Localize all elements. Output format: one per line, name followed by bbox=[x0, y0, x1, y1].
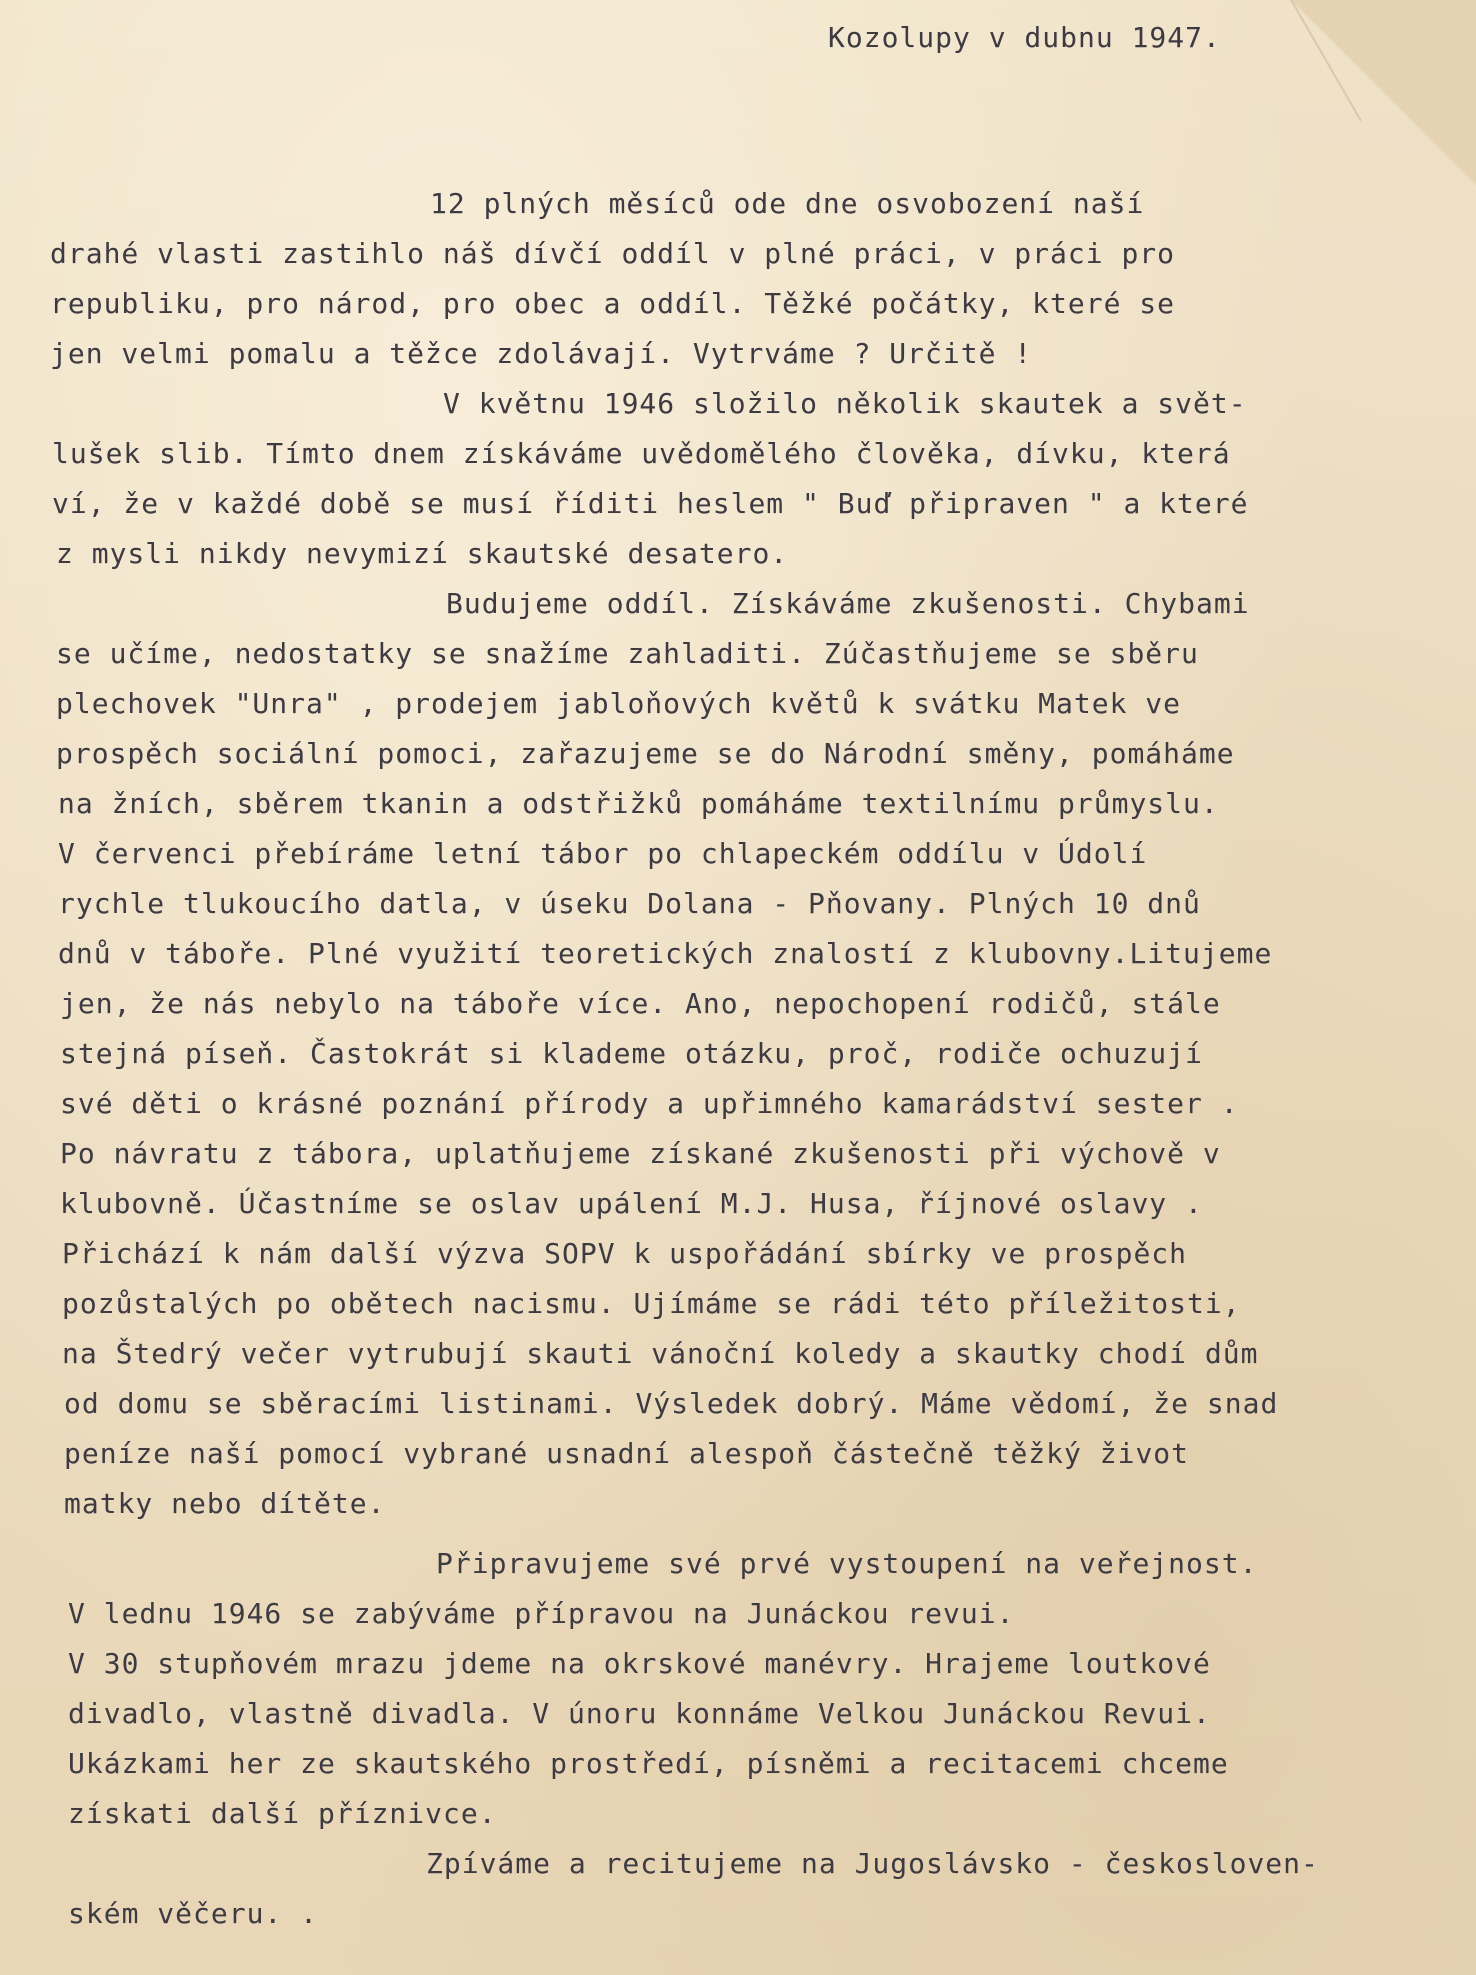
text-line: Budujeme oddíl. Získáváme zkušenosti. Chybami bbox=[446, 587, 1250, 620]
text-line: ví, že v každé době se musí říditi heslem " Buď připraven " a které bbox=[52, 487, 1249, 520]
text-line: na Štedrý večer vytrubují skauti vánoční koledy a skautky chodí dům bbox=[62, 1337, 1259, 1370]
text-line: jen, že nás nebylo na táboře více. Ano, nepochopení rodičů, stále bbox=[60, 987, 1221, 1020]
text-line: rychle tlukoucího datla, v úseku Dolana - Pňovany. Plných 10 dnů bbox=[58, 887, 1201, 920]
text-line: drahé vlasti zastihlo náš dívčí oddíl v plné práci, v práci pro bbox=[50, 237, 1176, 270]
text-line: matky nebo dítěte. bbox=[64, 1487, 386, 1520]
text-line: lušek slib. Tímto dnem získáváme uvědomělého člověka, dívku, která bbox=[52, 437, 1231, 470]
text-line: se učíme, nedostatky se snažíme zahladiti. Zúčastňujeme se sběru bbox=[56, 637, 1199, 670]
text-line: klubovně. Účastníme se oslav upálení M.J. Husa, říjnové oslavy . bbox=[60, 1187, 1203, 1220]
text-line: prospěch sociální pomoci, zařazujeme se do Národní směny, pomáháme bbox=[56, 737, 1235, 770]
text-line: stejná píseň. Častokrát si klademe otázku, proč, rodiče ochuzují bbox=[60, 1037, 1203, 1070]
text-line: 12 plných měsíců ode dne osvobození naší bbox=[430, 187, 1145, 220]
text-line: pozůstalých po obětech nacismu. Ujímáme se rádi této příležitosti, bbox=[62, 1287, 1241, 1320]
text-line: své děti o krásné poznání přírody a upřimného kamarádství sester . bbox=[60, 1087, 1239, 1120]
text-line: republiku, pro národ, pro obec a oddíl. Těžké počátky, které se bbox=[50, 287, 1176, 320]
text-line: na žních, sběrem tkanin a odstřižků pomáháme textilnímu průmyslu. bbox=[58, 787, 1219, 820]
text-line: ském věčeru. . bbox=[68, 1897, 319, 1930]
text-line: peníze naší pomocí vybrané usnadní alespoň částečně těžký život bbox=[64, 1437, 1190, 1470]
text-line: plechovek "Unra" , prodejem jabloňových květů k svátku Matek ve bbox=[56, 687, 1182, 720]
text-line: V červenci přebíráme letní tábor po chlapeckém oddílu v Údolí bbox=[58, 837, 1148, 870]
text-line: divadlo, vlastně divadla. V únoru konnáme Velkou Junáckou Revui. bbox=[68, 1697, 1211, 1730]
text-line: Ukázkami her ze skautského prostředí, písněmi a recitacemi chceme bbox=[68, 1747, 1229, 1780]
text-line: dnů v táboře. Plné využití teoretických znalostí z klubovny.Litujeme bbox=[58, 937, 1273, 970]
text-line: V lednu 1946 se zabýváme přípravou na Junáckou revui. bbox=[68, 1597, 1015, 1630]
text-line: z mysli nikdy nevymizí skautské desatero. bbox=[56, 537, 789, 570]
text-line: V květnu 1946 složilo několik skautek a svět- bbox=[443, 387, 1247, 420]
text-line: od domu se sběracími listinami. Výsledek dobrý. Máme vědomí, že snad bbox=[64, 1387, 1279, 1420]
text-line: Přichází k nám další výzva SOPV k uspořádání sbírky ve prospěch bbox=[62, 1237, 1188, 1270]
text-line: Zpíváme a recitujeme na Jugoslávsko - českosloven- bbox=[426, 1847, 1319, 1880]
text-line: V 30 stupňovém mrazu jdeme na okrskové manévry. Hrajeme loutkové bbox=[68, 1647, 1211, 1680]
text-line: Po návratu z tábora, uplatňujeme získané zkušenosti při výchově v bbox=[60, 1137, 1221, 1170]
text-line: jen velmi pomalu a těžce zdolávají. Vytrváme ? Určitě ! bbox=[50, 337, 1033, 370]
dateline: Kozolupy v dubnu 1947. bbox=[828, 21, 1221, 54]
text-line: získati další příznivce. bbox=[68, 1797, 497, 1830]
torn-corner bbox=[1256, 0, 1476, 260]
text-line: Připravujeme své prvé vystoupení na veřejnost. bbox=[436, 1547, 1258, 1580]
